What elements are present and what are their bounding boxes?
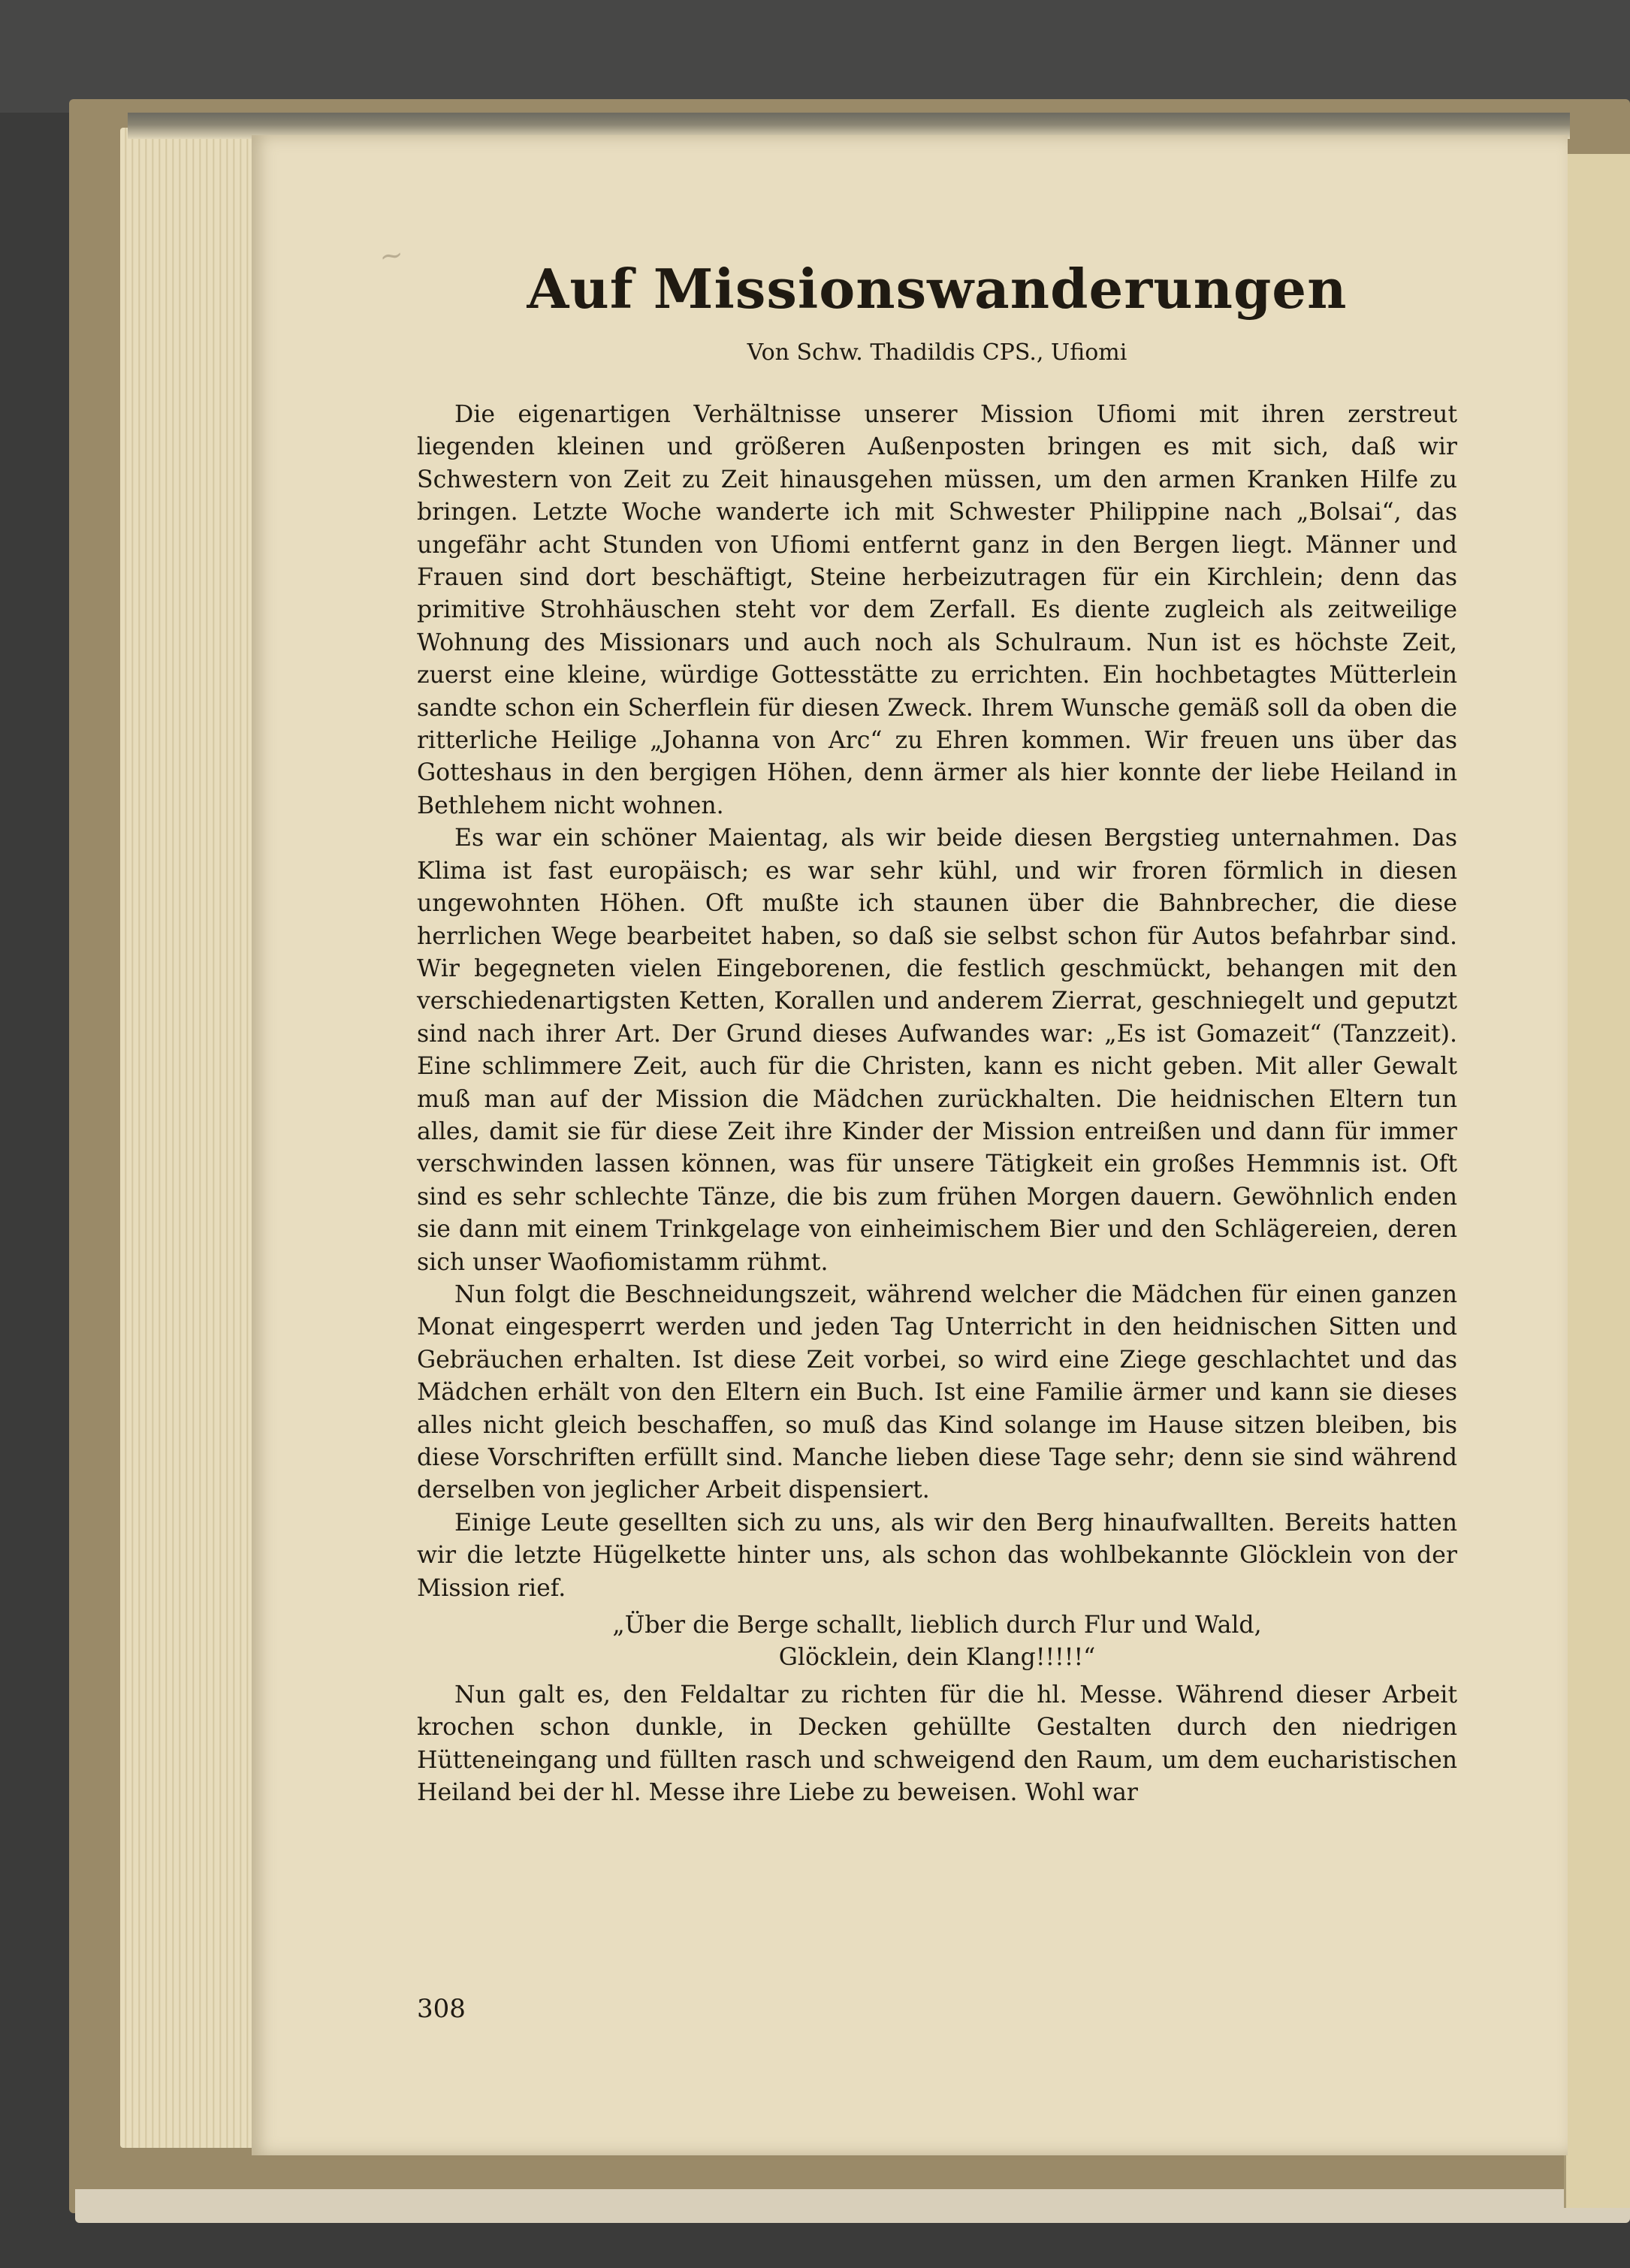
paragraph: Nun folgt die Beschneidungszeit, während welcher die Mädchen für einen ganzen Monat eingesperrt werden und jeden Tag Unterricht in den heidnischen Sitten und Gebräuchen erhalten. Ist diese Zeit vorbei, so wird eine Ziege geschlachtet und das Mädchen erhält von den Eltern ein Buch. Ist eine Familie ärmer und kann sie dieses alles nicht gleich beschaffen, so muß das Kind solange im Hause sitzen bleiben, bis diese Vorschriften erfüllt sind. Manche lieben diese Tage sehr; denn sie sind während derselben von jeglicher Arbeit dispensiert. bbox=[417, 1280, 1457, 1504]
page-number: 308 bbox=[417, 1994, 466, 2024]
background-top bbox=[0, 0, 1630, 113]
paragraph: Einige Leute gesellten sich zu uns, als wir den Berg hinaufwallten. Bereits hatten wir die letzte Hügelkette hinter uns, als schon das wohlbekannte Glöcklein von der Mission rief. bbox=[417, 1509, 1457, 1602]
verse-line: Glöcklein, dein Klang!!!!!“ bbox=[778, 1644, 1096, 1672]
paragraph: Die eigenartigen Verhältnisse unserer Mission Ufiomi mit ihren zerstreut liegenden kleinen und größeren Außenposten bringen es mit sich, daß wir Schwestern von Zeit zu Zeit hinausgehen müssen, um den armen Kranken Hilfe zu bringen. Letzte Woche wanderte ich mit Schwester Philippine nach „Bolsai“, das ungefähr acht Stunden von Ufiomi entfernt ganz in den Bergen liegt. Männer und Frauen sind dort beschäftigt, Steine herbeizutragen für ein Kirchlein; denn das primitive Strohhäuschen steht vor dem Zerfall. Es diente zugleich als zeitweilige Wohnung des Missionars und auch noch als Schulraum. Nun ist es höchste Zeit, zuerst eine kleine, würdige Gottesstätte zu errichten. Ein hochbetagtes Mütterlein sandte schon ein Scherflein für diesen Zweck. Ihrem Wunsche gemäß soll da oben die ritterliche Heilige „Johanna von Arc“ zu Ehren kommen. Wir freuen uns über das Gotteshaus in den bergigen Höhen, denn ärmer als hier konnte der liebe Heiland in Bethlehem nicht wohnen. bbox=[417, 401, 1457, 819]
page-stack-edges bbox=[120, 128, 270, 2148]
book-cover-bottom bbox=[75, 2189, 1630, 2223]
article-byline: Von Schw. Thadildis CPS., Ufiomi bbox=[747, 339, 1127, 366]
paragraph: Es war ein schöner Maientag, als wir beide diesen Bergstieg unternahmen. Das Klima ist fast europäisch; es war sehr kühl, und wir froren förmlich in diesen ungewohnten Höhen. Oft mußte ich staunen über die Bahnbrecher, die diese herrlichen Wege bearbeitet haben, so daß sie selbst schon für Autos befahrbar sind. Wir begegneten vielen Eingeborenen, die festlich geschmückt, behangen mit den verschiedenartigsten Ketten, Korallen und anderem Zierrat, geschniegelt und geputzt sind nach ihrer Art. Der Grund dieses Aufwandes war: „Es ist Gomazeit“ (Tanzzeit). Eine schlimmere Zeit, auch für die Christen, kann es nicht geben. Mit aller Gewalt muß man auf der Mission die Mädchen zurückhalten. Die heidnischen Eltern tun alles, damit sie für diese Zeit ihre Kinder der Mission entreißen und dann für immer verschwinden lassen können, was für unsere Tätigkeit ein großes Hemmnis ist. Oft sind es sehr schlechte Tänze, die bis zum frühen Morgen dauern. Gewöhnlich enden sie dann mit einem Trinkgelage von einheimischem Bier und den Schlägereien, deren sich unser Waofiomistamm rühmt. bbox=[417, 825, 1457, 1276]
paragraph: Nun galt es, den Feldaltar zu richten für die hl. Messe. Während dieser Arbeit krochen schon dunkle, in Decken gehüllte Gestalten durch den niedrigen Hütteneingang und füllten rasch und schweigend den Raum, um dem eucharistischen Heiland bei der hl. Messe ihre Liebe zu beweisen. Wohl war bbox=[417, 1681, 1457, 1807]
facing-page-edge bbox=[1564, 154, 1630, 2208]
article bbox=[417, 244, 1457, 1809]
article-title: Auf Missionswanderungen bbox=[527, 257, 1348, 321]
verse-line: „Über die Berge schallt, lieblich durch Flur und Wald, bbox=[612, 1612, 1262, 1639]
verse bbox=[417, 1609, 1457, 1675]
pencil-annotation: ~ bbox=[377, 237, 406, 274]
